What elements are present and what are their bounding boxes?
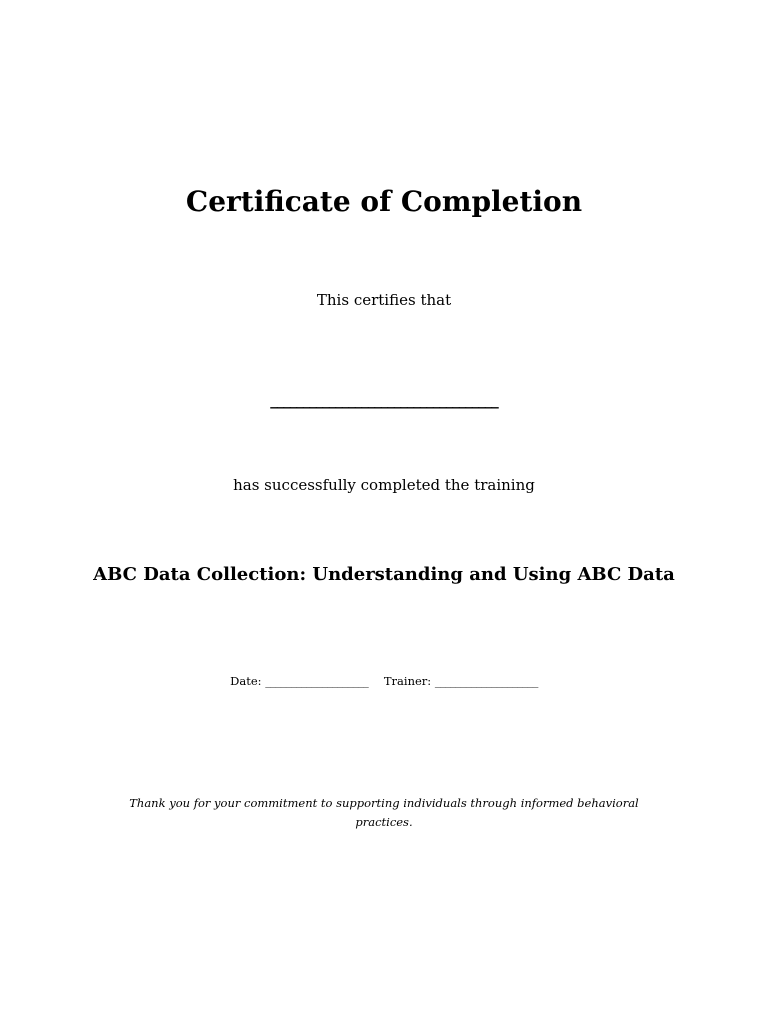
- completion-text: has successfully completed the training: [233, 476, 535, 494]
- certifies-text: This certifies that: [316, 291, 452, 309]
- date-field: [230, 673, 368, 689]
- trainer-label: Trainer:: [383, 674, 432, 688]
- date-blank-line: ____________________: [265, 674, 369, 688]
- trainer-blank-line: ____________________: [434, 674, 538, 688]
- date-label: Date:: [230, 674, 262, 688]
- recipient-name-line: ___________________________________: [270, 391, 498, 409]
- thank-you-note: Thank you for your commitment to supporting individuals through informed behavioral practices.: [129, 796, 639, 829]
- signature-row: [0, 673, 768, 689]
- certificate-title: Certificate of Completion: [185, 185, 583, 218]
- trainer-field: [384, 673, 538, 689]
- course-title: ABC Data Collection: Understanding and Using ABC Data: [93, 564, 675, 585]
